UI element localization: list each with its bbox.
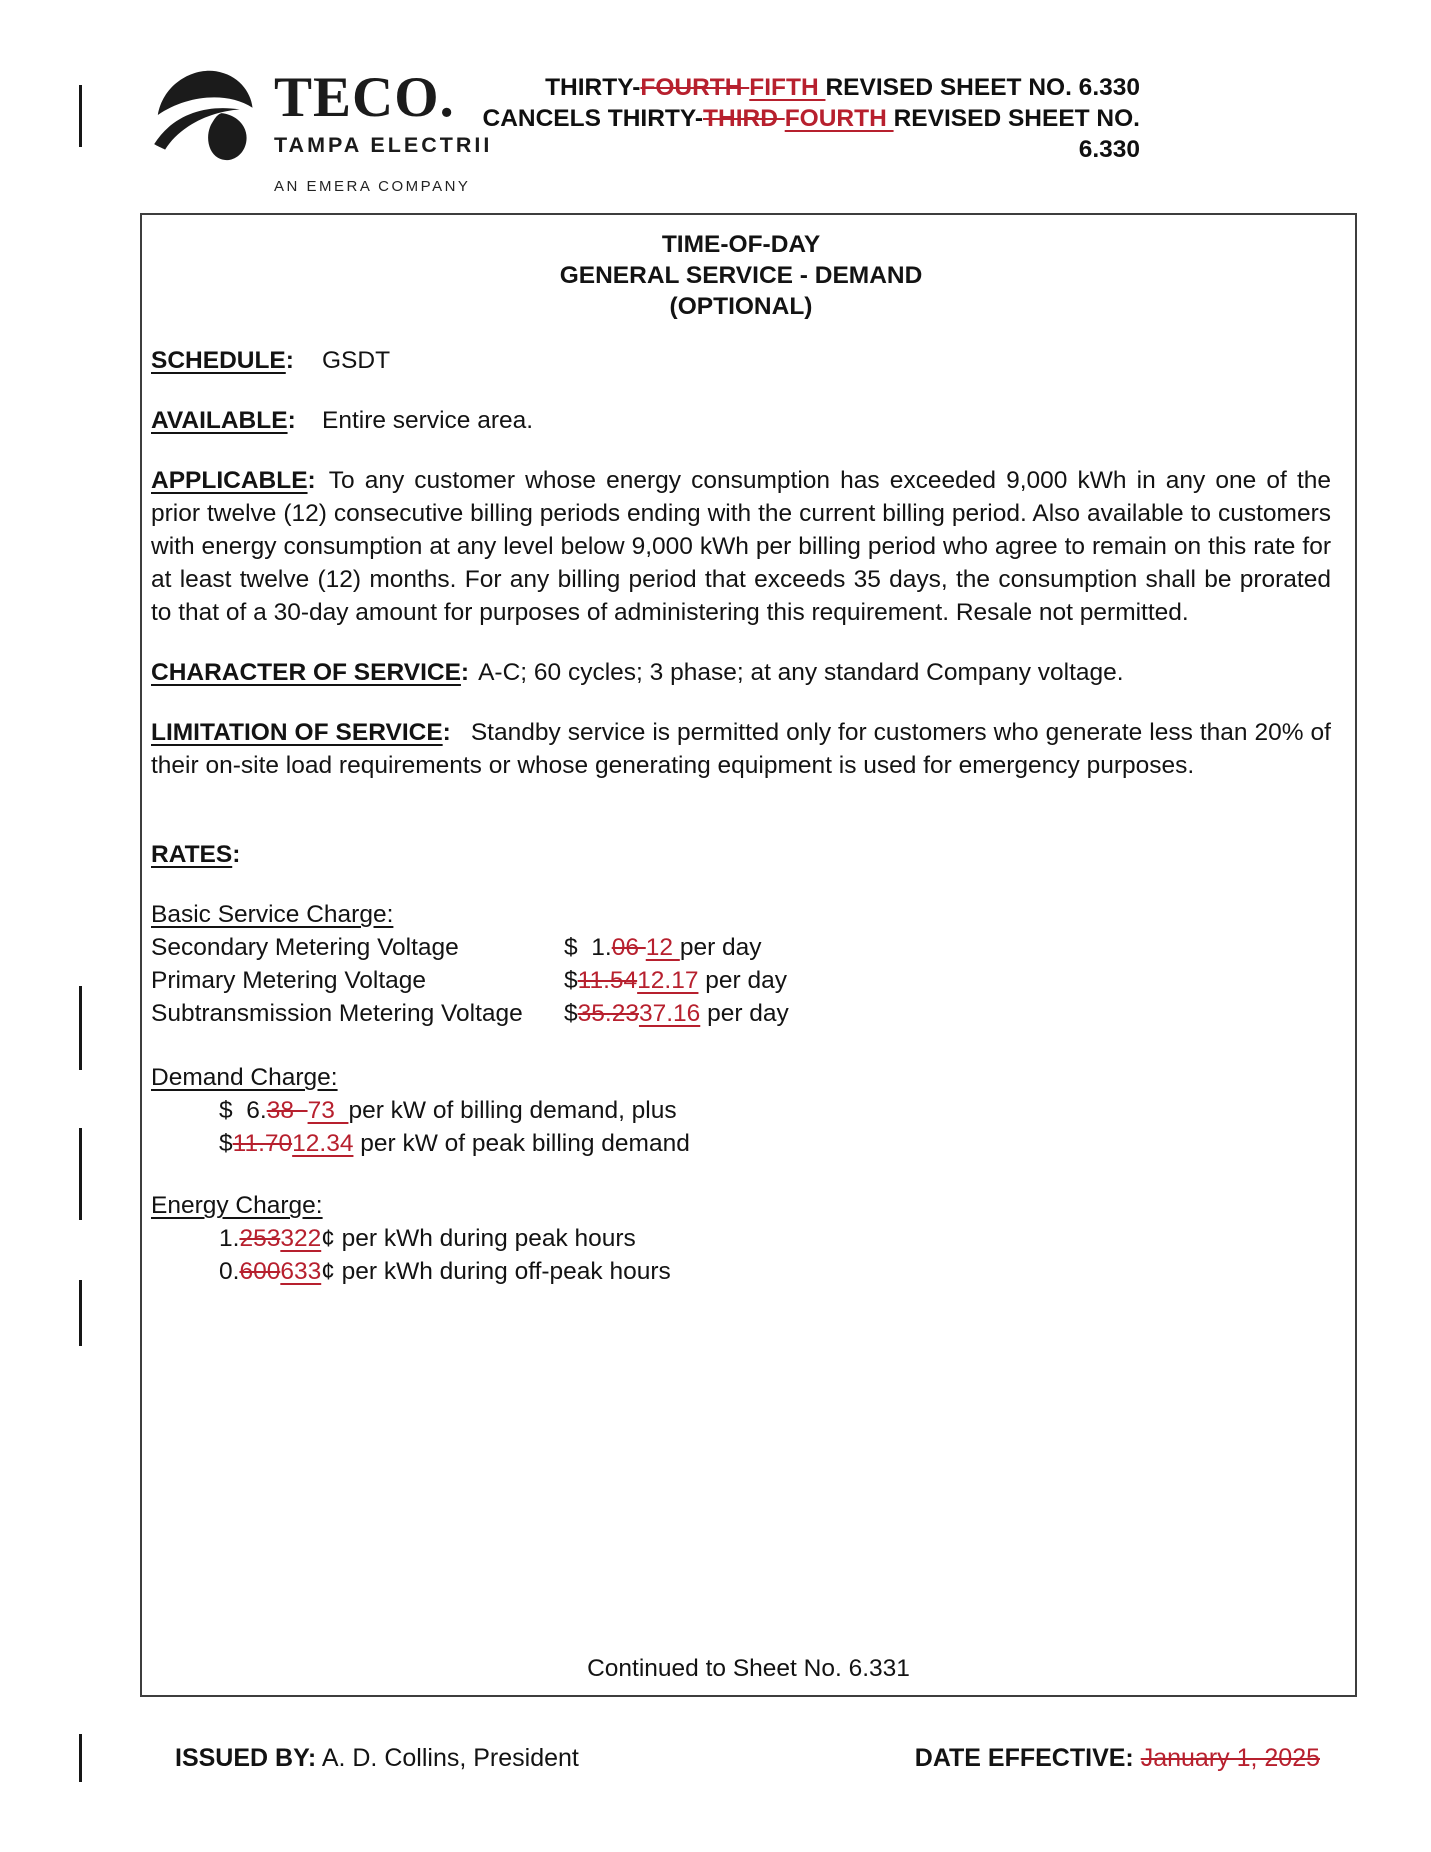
company-logo xyxy=(150,64,492,203)
issued-by-value: A. D. Collins, President xyxy=(321,1744,579,1772)
logo-brand-text: TECO. xyxy=(274,66,455,129)
logo-subtitle: TAMPA ELECTRII xyxy=(274,133,493,157)
change-bar-basic-service xyxy=(79,986,82,1070)
basic-service-heading: Basic Service Charge: xyxy=(151,901,394,928)
deleted-rate: 600 xyxy=(239,1258,281,1285)
deleted-rate: 35.23 xyxy=(577,1000,639,1027)
sheet-title xyxy=(151,229,1331,322)
inserted-rate: 73 xyxy=(307,1097,349,1124)
section-schedule xyxy=(151,344,1331,377)
revision-text: THIRTY- xyxy=(545,74,641,101)
inserted-rate: 322 xyxy=(280,1225,322,1252)
rate-pre: $ xyxy=(564,1000,578,1027)
inserted-rate: 12 xyxy=(645,934,680,961)
change-bar-footer xyxy=(79,1734,82,1782)
revision-text: REVISED SHEET NO. xyxy=(893,105,1140,132)
section-label xyxy=(151,841,240,868)
section-label-text: RATES xyxy=(151,841,233,868)
section-colon: : xyxy=(232,841,241,868)
rate-pre: $ 6. xyxy=(219,1097,267,1124)
rate-pre: 0. xyxy=(219,1258,240,1285)
section-colon: : xyxy=(442,719,451,746)
energy-row-peak xyxy=(151,1222,1331,1255)
inserted-rate: 12.34 xyxy=(292,1130,354,1157)
applicable-body: To any customer whose energy consumption has exceeded 9,000 kWh in any one of the prior twelve (12) consecutive billing periods ending with the current billing period. Also available to customers with energy consumption at any level below 9,000 kWh per billing period who agree to remain on this rate for at least twelve (12) months. For any billing period that exceeds 35 days, the consumption shall be prorated to that of a 30-day amount for purposes of administering this requirement. Resale not permitted. xyxy=(151,467,1331,626)
rate-value xyxy=(564,997,789,1030)
change-bar-header xyxy=(79,85,82,147)
section-label-text: SCHEDULE xyxy=(151,347,286,374)
rate-row-primary xyxy=(151,964,1331,997)
section-label-text: LIMITATION OF SERVICE xyxy=(151,719,443,746)
deleted-text: FOURTH xyxy=(640,74,750,101)
deleted-rate: 11.70 xyxy=(232,1130,293,1157)
logo-tagline: AN EMERA COMPANY xyxy=(274,178,471,195)
section-available xyxy=(151,404,1331,437)
revision-header xyxy=(460,72,1140,165)
rate-label: Secondary Metering Voltage xyxy=(151,934,459,961)
date-effective xyxy=(915,1742,1320,1775)
rate-unit: per kW of billing demand, plus xyxy=(348,1097,677,1124)
revision-line-1 xyxy=(460,72,1140,103)
deleted-rate: 253 xyxy=(239,1225,281,1252)
title-line-2: GENERAL SERVICE - DEMAND xyxy=(559,262,923,289)
section-label xyxy=(151,659,469,686)
rate-unit: ¢ per kWh during peak hours xyxy=(321,1225,636,1252)
available-value: Entire service area. xyxy=(322,407,534,434)
title-line-1: TIME-OF-DAY xyxy=(661,231,821,258)
title-line-3: (OPTIONAL) xyxy=(669,293,813,320)
rate-unit: per day xyxy=(679,934,762,961)
limitation-body: Standby service is permitted only for customers who generate less than 20% of their on-site load requirements or whose generating equipment is used for emergency purposes. xyxy=(151,719,1331,779)
rate-pre: $ xyxy=(564,967,578,994)
deleted-rate: 38 xyxy=(266,1097,308,1124)
basic-service-charge-block xyxy=(151,898,1331,1030)
demand-row-billing xyxy=(151,1094,1331,1127)
revision-text: CANCELS THIRTY- xyxy=(482,105,704,132)
rate-unit: ¢ per kWh during off-peak hours xyxy=(321,1258,671,1285)
inserted-rate: 37.16 xyxy=(638,1000,701,1027)
demand-charge-heading: Demand Charge: xyxy=(151,1064,338,1091)
change-bar-energy xyxy=(79,1280,82,1346)
inserted-rate: 12.17 xyxy=(637,967,699,994)
section-limitation-of-service xyxy=(151,716,1331,782)
section-label xyxy=(151,719,451,746)
section-colon: : xyxy=(460,659,470,686)
rate-row-secondary xyxy=(151,931,1331,964)
deleted-rate: 11.54 xyxy=(577,967,638,994)
rate-pre: $ xyxy=(219,1130,233,1157)
section-rates xyxy=(151,838,1331,871)
demand-charge-block xyxy=(151,1061,1331,1160)
issued-by xyxy=(175,1742,579,1775)
section-label-text: AVAILABLE xyxy=(151,407,288,434)
teco-logo-icon xyxy=(150,64,264,166)
energy-row-off-peak xyxy=(151,1255,1331,1288)
change-bar-demand xyxy=(79,1128,82,1220)
section-label-text: APPLICABLE xyxy=(151,467,308,494)
section-label xyxy=(151,404,322,437)
deleted-text: THIRD xyxy=(703,105,785,132)
character-body: A-C; 60 cycles; 3 phase; at any standard Company voltage. xyxy=(478,659,1124,686)
rate-row-subtransmission xyxy=(151,997,1331,1030)
date-effective-value: January 1, 2025 xyxy=(1140,1744,1320,1772)
section-colon: : xyxy=(285,347,294,374)
tariff-sheet-box xyxy=(140,213,1357,1697)
rate-pre: 1. xyxy=(219,1225,240,1252)
inserted-rate: 633 xyxy=(280,1258,322,1285)
rate-label: Primary Metering Voltage xyxy=(151,967,427,994)
section-label xyxy=(151,344,322,377)
section-label xyxy=(151,467,316,494)
rate-pre: $ 1. xyxy=(564,934,612,961)
demand-row-peak-billing xyxy=(151,1127,1331,1160)
date-effective-label: DATE EFFECTIVE: xyxy=(914,1744,1134,1772)
rate-value xyxy=(564,931,762,964)
inserted-text: FIFTH xyxy=(749,74,826,101)
rate-unit: per kW of peak billing demand xyxy=(353,1130,690,1157)
schedule-value: GSDT xyxy=(322,347,391,374)
section-character-of-service xyxy=(151,656,1331,689)
revision-line-3: 6.330 xyxy=(1078,136,1140,163)
section-applicable xyxy=(151,464,1331,629)
continued-notice: Continued to Sheet No. 6.331 xyxy=(587,1655,910,1682)
inserted-text: FOURTH xyxy=(784,105,894,132)
section-label-text: CHARACTER OF SERVICE xyxy=(151,659,461,686)
rate-value xyxy=(564,964,787,997)
energy-charge-heading: Energy Charge: xyxy=(151,1192,323,1219)
revision-line-2 xyxy=(460,103,1140,134)
energy-charge-block xyxy=(151,1189,1331,1288)
rate-unit: per day xyxy=(698,967,787,994)
rate-unit: per day xyxy=(700,1000,789,1027)
rate-label: Subtransmission Metering Voltage xyxy=(151,1000,523,1027)
issued-by-label: ISSUED BY: xyxy=(175,1744,317,1772)
section-colon: : xyxy=(287,407,296,434)
deleted-rate: 06 xyxy=(611,934,646,961)
section-colon: : xyxy=(307,467,316,494)
sheet-footer xyxy=(175,1742,1320,1775)
revision-text: REVISED SHEET NO. 6.330 xyxy=(825,74,1140,101)
